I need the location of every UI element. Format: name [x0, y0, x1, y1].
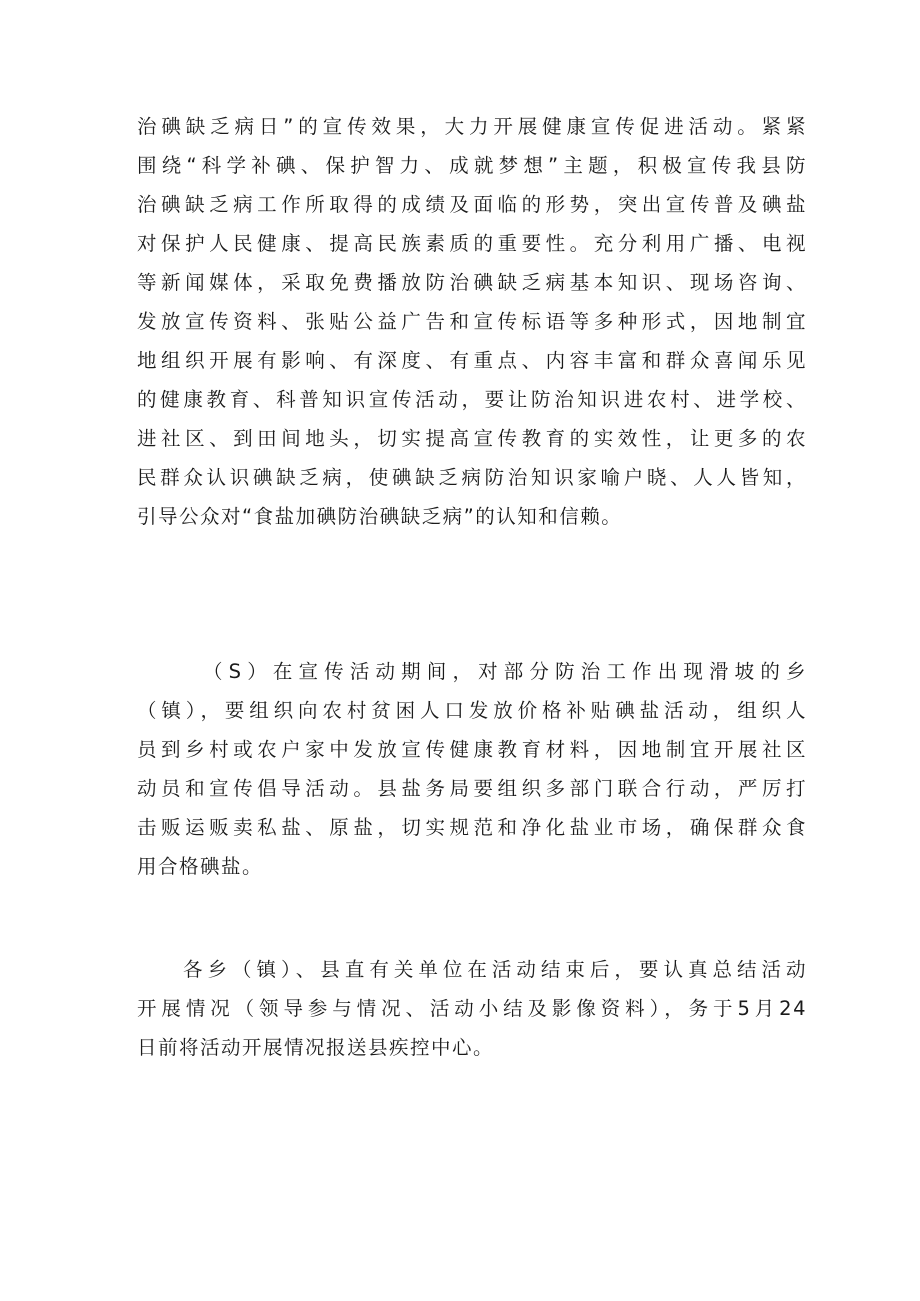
text-line: 动员和宣传倡导活动。县盐务局要组织多部门联合行动，严厉打	[137, 777, 807, 800]
text-line: 员到乡村或农户家中发放宣传健康教育材料，因地制宜开展社区	[137, 738, 807, 761]
text-line: 民群众认识碘缺乏病，使碘缺乏病防治知识家喻户晓、人人皆知，	[137, 466, 807, 489]
text-line: 地组织开展有影响、有深度、有重点、内容丰富和群众喜闻乐见	[137, 349, 807, 372]
text-line: （镇），要组织向农村贫困人口发放价格补贴碘盐活动，组织人	[137, 699, 807, 722]
text-line: 用合格碘盐。	[137, 855, 264, 878]
text-line: 击贩运贩卖私盐、原盐，切实规范和净化盐业市场，确保群众食	[137, 816, 807, 839]
text-line: 治碘缺乏病工作所取得的成绩及面临的形势，突出宣传普及碘盐	[137, 193, 807, 216]
text-line: 引导公众对“食盐加碘防治碘缺乏病”的认知和信赖。	[137, 505, 623, 528]
paragraph-1	[137, 107, 807, 536]
text-line: 围绕“科学补碘、保护智力、成就梦想”主题，积极宣传我县防	[137, 154, 807, 177]
text-line: 的健康教育、科普知识宣传活动，要让防治知识进农村、进学校、	[137, 388, 807, 411]
paragraph-3	[137, 950, 807, 1067]
text-line: 日前将活动开展情况报送县疾控中心。	[137, 1036, 495, 1059]
text-line: 治碘缺乏病日”的宣传效果，大力开展健康宣传促进活动。紧紧	[137, 115, 807, 138]
paragraph-2	[137, 652, 807, 886]
text-line: 各乡（镇）、县直有关单位在活动结束后，要认真总结活动	[183, 958, 807, 981]
text-line: （S）在宣传活动期间，对部分防治工作出现滑坡的乡	[203, 660, 807, 683]
text-line: 等新闻媒体，采取免费播放防治碘缺乏病基本知识、现场咨询、	[137, 271, 807, 294]
text-line: 发放宣传资料、张贴公益广告和宣传标语等多种形式，因地制宜	[137, 310, 807, 333]
text-line: 进社区、到田间地头，切实提高宣传教育的实效性，让更多的农	[137, 427, 807, 450]
text-line: 对保护人民健康、提高民族素质的重要性。充分利用广播、电视	[137, 232, 807, 255]
text-line: 开展情况（领导参与情况、活动小结及影像资料），务于5月24	[137, 997, 807, 1020]
